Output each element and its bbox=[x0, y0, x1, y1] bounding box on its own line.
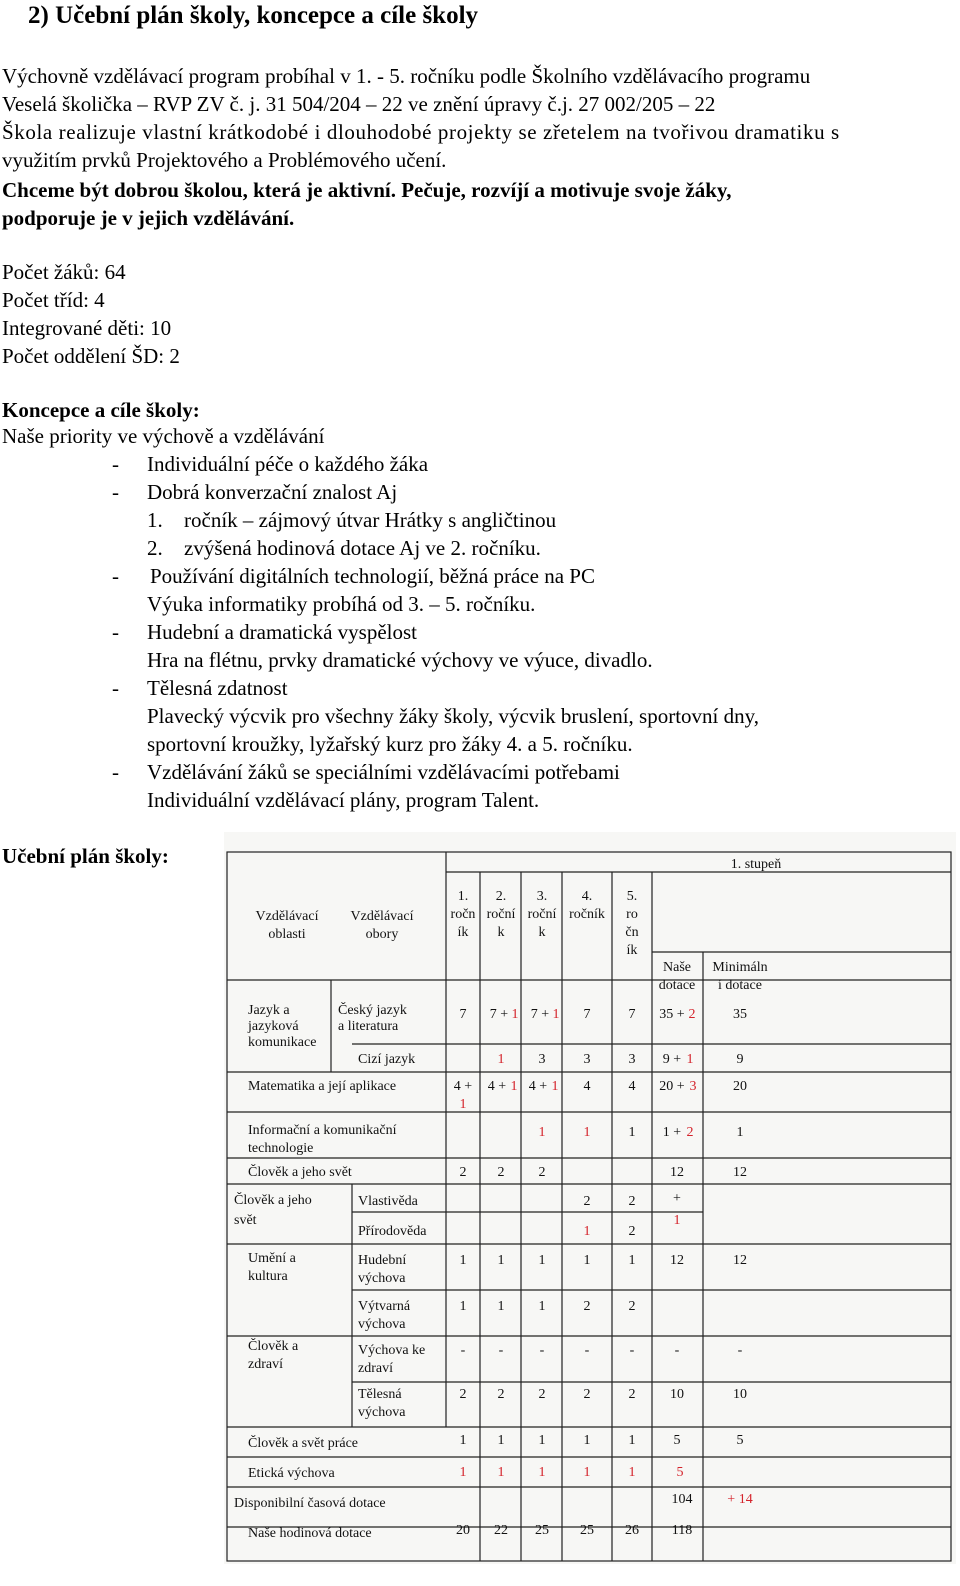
cell: 12 bbox=[733, 1165, 747, 1180]
cell: 12 bbox=[670, 1253, 684, 1268]
cell-added: 1 bbox=[510, 1079, 518, 1094]
cell: 1 + bbox=[662, 1125, 682, 1140]
list-detail: Výuka informatiky probíhá od 3. – 5. ročníku. bbox=[147, 592, 536, 616]
cell-added: 1 bbox=[628, 1465, 636, 1480]
cell: 9 + bbox=[662, 1052, 682, 1067]
cell: 2 bbox=[628, 1194, 636, 1209]
list-subitem-number: 1. bbox=[147, 508, 163, 532]
area-world-2: svět bbox=[234, 1213, 257, 1228]
subject-pe-1: Tělesná bbox=[358, 1387, 402, 1402]
subject-ethics: Etická výchova bbox=[248, 1466, 335, 1481]
header-ours-2: dotace bbox=[658, 978, 696, 993]
curriculum-table-scan bbox=[224, 832, 956, 1564]
cell: 25 bbox=[535, 1523, 549, 1538]
cell: 20 bbox=[456, 1523, 470, 1538]
list-bullet: - bbox=[112, 620, 119, 644]
header-subjects-1: Vzdělávací bbox=[350, 909, 414, 924]
list-item: Individuální péče o každého žáka bbox=[147, 452, 429, 476]
cell: 118 bbox=[671, 1523, 693, 1538]
header-grade5-4: ík bbox=[626, 943, 638, 958]
header-grade5-2: ro bbox=[626, 907, 638, 922]
cell: 1 bbox=[459, 1253, 467, 1268]
cell: - bbox=[584, 1343, 590, 1358]
cell: 35 bbox=[733, 1007, 747, 1022]
cell-added: 1 bbox=[459, 1465, 467, 1480]
cell: - bbox=[737, 1343, 743, 1358]
cell: 1 bbox=[538, 1299, 546, 1314]
subject-ict-1: Informační a komunikační bbox=[248, 1123, 397, 1138]
header-grade1-2: ročn bbox=[450, 907, 476, 922]
header-areas-1: Vzdělávací bbox=[255, 909, 319, 924]
cell: 104 bbox=[671, 1492, 693, 1507]
header-grade2-3: k bbox=[497, 925, 505, 940]
cell: 4 + bbox=[528, 1079, 548, 1094]
header-grade3-1: 3. bbox=[536, 889, 548, 904]
cell: - bbox=[674, 1343, 680, 1358]
header-minimum-2: í dotace bbox=[718, 978, 762, 993]
cell: 5 bbox=[673, 1433, 681, 1448]
motto-line-2: podporuje je v jejich vzdělávání. bbox=[2, 206, 295, 230]
cell: 7 + bbox=[489, 1007, 509, 1022]
cell: 2 bbox=[583, 1194, 591, 1209]
subject-health-2: zdraví bbox=[358, 1361, 393, 1376]
header-grade3-2: roční bbox=[527, 907, 557, 922]
row-available-hours: Disponibilní časová dotace bbox=[234, 1496, 386, 1511]
cell: 1 bbox=[497, 1433, 505, 1448]
header-grade1-3: ík bbox=[457, 925, 469, 940]
header-ours-1: Naše bbox=[663, 960, 691, 975]
section-heading: 2) Učební plán školy, koncepce a cíle školy bbox=[28, 2, 479, 29]
cell: 1 bbox=[583, 1253, 591, 1268]
cell: 26 bbox=[625, 1523, 639, 1538]
cell-added: 1 bbox=[538, 1465, 546, 1480]
cell: 2 bbox=[628, 1224, 636, 1239]
cell: 12 bbox=[733, 1253, 747, 1268]
cell-added: 3 bbox=[689, 1079, 697, 1094]
list-detail: Plavecký výcvik pro všechny žáky školy, výcvik bruslení, sportovní dny, bbox=[147, 704, 760, 728]
cell: 2 bbox=[538, 1165, 546, 1180]
area-language-1: Jazyk a bbox=[248, 1003, 290, 1018]
cell: 1 bbox=[628, 1253, 636, 1268]
cell: 2 bbox=[628, 1387, 636, 1402]
concept-title: Koncepce a cíle školy: bbox=[2, 398, 200, 422]
intro-line-4: využitím prvků Projektového a Problémového učení. bbox=[2, 148, 447, 172]
cell: 20 + bbox=[659, 1079, 685, 1094]
cell-added: 1 bbox=[551, 1079, 559, 1094]
header-grade2-2: roční bbox=[486, 907, 516, 922]
cell: 4 bbox=[583, 1079, 591, 1094]
cell-added: 1 bbox=[552, 1007, 560, 1022]
header-grade1-1: 1. bbox=[457, 889, 469, 904]
intro-line-2: Veselá školička – RVP ZV č. j. 31 504/204 – 22 ve znění úpravy č.j. 27 002/205 – 22 bbox=[2, 92, 716, 116]
subject-czech-1: Český jazyk bbox=[338, 1003, 407, 1018]
subject-music-2: výchova bbox=[358, 1271, 406, 1286]
cell: 2 bbox=[628, 1299, 636, 1314]
subject-art-2: výchova bbox=[358, 1317, 406, 1332]
list-subitem: ročník – zájmový útvar Hrátky s angličtinou bbox=[184, 508, 557, 532]
area-language-3: komunikace bbox=[248, 1035, 317, 1050]
cell-added: 5 bbox=[676, 1465, 684, 1480]
list-item: Vzdělávání žáků se speciálními vzdělávacími potřebami bbox=[147, 760, 620, 784]
cell-added: 2 bbox=[688, 1007, 696, 1022]
header-grade5-1: 5. bbox=[626, 889, 638, 904]
list-item: Používání digitálních technologií, běžná práce na PC bbox=[150, 564, 595, 588]
cell-added: 1 bbox=[511, 1007, 519, 1022]
area-arts-2: kultura bbox=[248, 1269, 288, 1284]
header-grade3-3: k bbox=[538, 925, 546, 940]
subject-pe-2: výchova bbox=[358, 1405, 406, 1420]
subject-science: Přírodověda bbox=[358, 1224, 427, 1239]
header-grade5-3: čn bbox=[625, 925, 639, 940]
cell: 2 bbox=[497, 1387, 505, 1402]
cell-added: 1 bbox=[459, 1097, 467, 1112]
subject-homeland: Vlastivěda bbox=[358, 1194, 418, 1209]
cell-added: 1 bbox=[497, 1052, 505, 1067]
cell: 1 bbox=[497, 1253, 505, 1268]
list-bullet: - bbox=[112, 564, 119, 588]
cell-added: 1 bbox=[686, 1052, 694, 1067]
area-health-2: zdraví bbox=[248, 1357, 283, 1372]
list-detail: sportovní kroužky, lyžařský kurz pro žáky 4. a 5. ročníku. bbox=[147, 732, 633, 756]
curriculum-table bbox=[224, 832, 956, 1564]
header-grade4-2: ročník bbox=[569, 907, 605, 922]
cell: 12 bbox=[670, 1165, 684, 1180]
cell: 1 bbox=[736, 1125, 744, 1140]
list-bullet: - bbox=[112, 676, 119, 700]
cell: 2 bbox=[497, 1165, 505, 1180]
cell: 1 bbox=[459, 1299, 467, 1314]
motto-line-1: Chceme být dobrou školou, která je aktivní. Pečuje, rozvíjí a motivuje svoje žáky, bbox=[2, 178, 732, 202]
cell: 7 bbox=[459, 1007, 467, 1022]
cell-added: 1 bbox=[583, 1125, 591, 1140]
cell-added: 1 bbox=[497, 1465, 505, 1480]
cell: 10 bbox=[670, 1387, 684, 1402]
subject-ict-2: technologie bbox=[248, 1141, 314, 1156]
cell: 1 bbox=[538, 1433, 546, 1448]
row-total-hours: Naše hodinová dotace bbox=[248, 1526, 372, 1541]
subject-foreign: Cizí jazyk bbox=[358, 1052, 416, 1067]
list-detail: Individuální vzdělávací plány, program Talent. bbox=[147, 788, 540, 812]
cell: 20 bbox=[733, 1079, 747, 1094]
list-item: Tělesná zdatnost bbox=[147, 676, 288, 700]
cell: 1 bbox=[497, 1299, 505, 1314]
cell-added: 2 bbox=[686, 1125, 694, 1140]
cell: 5 bbox=[736, 1433, 744, 1448]
area-health-1: Člověk a bbox=[248, 1339, 299, 1354]
cell: 2 bbox=[538, 1387, 546, 1402]
subject-math: Matematika a její aplikace bbox=[248, 1079, 397, 1094]
cell: 10 bbox=[733, 1387, 747, 1402]
cell-added: 1 bbox=[538, 1125, 546, 1140]
cell: 9 bbox=[736, 1052, 744, 1067]
header-grade4-1: 4. bbox=[581, 889, 593, 904]
area-arts-1: Umění a bbox=[248, 1251, 296, 1266]
stat-classes: Počet tříd: 4 bbox=[2, 288, 105, 312]
cell: - bbox=[460, 1343, 466, 1358]
cell: 3 bbox=[538, 1052, 546, 1067]
cell: - bbox=[629, 1343, 635, 1358]
cell: 7 bbox=[583, 1007, 591, 1022]
intro-line-1: Výchovně vzdělávací program probíhal v 1. - 5. ročníku podle Školního vzdělávacího programu bbox=[2, 64, 811, 88]
cell-added: 1 bbox=[673, 1213, 681, 1228]
list-bullet: - bbox=[112, 480, 119, 504]
list-subitem-number: 2. bbox=[147, 536, 163, 560]
header-grade2-1: 2. bbox=[495, 889, 507, 904]
list-bullet: - bbox=[112, 452, 119, 476]
subject-health-1: Výchova ke bbox=[358, 1343, 426, 1358]
stat-integrated: Integrované děti: 10 bbox=[2, 316, 172, 340]
list-bullet: - bbox=[112, 760, 119, 784]
cell-added: 1 bbox=[583, 1465, 591, 1480]
header-subjects-2: obory bbox=[365, 927, 399, 942]
subject-world-primary: Člověk a jeho svět bbox=[248, 1165, 352, 1180]
cell: 1 bbox=[538, 1253, 546, 1268]
cell: 2 bbox=[583, 1387, 591, 1402]
cell-added: 1 bbox=[583, 1224, 591, 1239]
cell: 7 bbox=[628, 1007, 636, 1022]
cell: 25 bbox=[580, 1523, 594, 1538]
cell: 35 + bbox=[659, 1007, 685, 1022]
cell: - bbox=[539, 1343, 545, 1358]
subject-art-1: Výtvarná bbox=[358, 1299, 411, 1314]
subject-czech-2: a literatura bbox=[338, 1019, 399, 1034]
subject-work: Člověk a svět práce bbox=[248, 1436, 359, 1451]
stat-afterschool: Počet oddělení ŠD: 2 bbox=[2, 344, 180, 368]
list-item: Hudební a dramatická vyspělost bbox=[147, 620, 418, 644]
cell: 3 bbox=[628, 1052, 636, 1067]
list-subitem: zvýšená hodinová dotace Aj ve 2. ročníku. bbox=[184, 536, 541, 560]
list-detail: Hra na flétnu, prvky dramatické výchovy ve výuce, divadlo. bbox=[147, 648, 653, 672]
cell: 4 bbox=[628, 1079, 636, 1094]
cell: 7 + bbox=[530, 1007, 550, 1022]
cell: 1 bbox=[628, 1433, 636, 1448]
area-world-1: Člověk a jeho bbox=[234, 1193, 312, 1208]
cell: 4 + bbox=[453, 1079, 473, 1094]
cell-plus: + bbox=[673, 1191, 681, 1206]
concept-subtitle: Naše priority ve výchově a vzdělávání bbox=[2, 424, 325, 448]
cell: 22 bbox=[494, 1523, 508, 1538]
cell: 3 bbox=[583, 1052, 591, 1067]
cell-added: + 14 bbox=[727, 1492, 753, 1507]
stat-pupils: Počet žáků: 64 bbox=[2, 260, 126, 284]
cell: 2 bbox=[459, 1165, 467, 1180]
cell: 4 + bbox=[487, 1079, 507, 1094]
header-areas-2: oblasti bbox=[268, 927, 306, 942]
header-minimum-1: Minimáln bbox=[712, 960, 768, 975]
cell: 1 bbox=[459, 1433, 467, 1448]
subject-music-1: Hudební bbox=[358, 1253, 407, 1268]
cell: 1 bbox=[628, 1125, 636, 1140]
cell: - bbox=[498, 1343, 504, 1358]
plan-label: Učební plán školy: bbox=[2, 844, 169, 868]
intro-line-3: Škola realizuje vlastní krátkodobé i dlouhodobé projekty se zřetelem na tvořivou dramatiku s bbox=[2, 120, 840, 144]
area-language-2: jazyková bbox=[248, 1019, 299, 1034]
cell: 2 bbox=[459, 1387, 467, 1402]
cell: 2 bbox=[583, 1299, 591, 1314]
cell: 1 bbox=[583, 1433, 591, 1448]
list-item: Dobrá konverzační znalost Aj bbox=[147, 480, 398, 504]
header-stage: 1. stupeň bbox=[730, 857, 782, 872]
